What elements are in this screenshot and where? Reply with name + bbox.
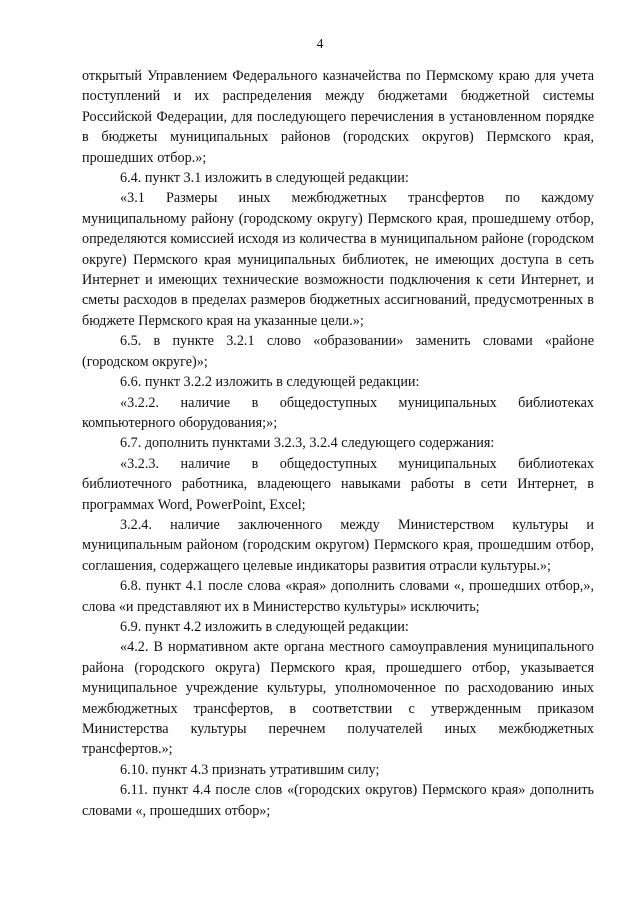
paragraph: 6.4. пункт 3.1 изложить в следующей редакции: (120, 170, 409, 187)
paragraph: «3.2.3. наличие в общедоступных муниципальных библиотеках библиотечного работника, владеющего навыками работы в сети Интернет, в программах Word, PowerPoint, Excel; (82, 455, 594, 513)
paragraph: 3.2.4. наличие заключенного между Министерством культуры и муниципальным районом (городским округом) Пермского края, прошедшим отбор, соглашения, содержащего целевые индикаторы развития отрасли культуры.»; (82, 516, 594, 574)
paragraph: 6.11. пункт 4.4 после слов «(городских округов) Пермского края» дополнить словами «, прошедших отбор»; (82, 782, 594, 819)
paragraph: 6.8. пункт 4.1 после слова «края» дополнить словами «, прошедших отбор,», слова «и представляют их в Министерство культуры» исключить; (82, 578, 594, 615)
document-body (82, 66, 594, 821)
paragraph: 6.7. дополнить пунктами 3.2.3, 3.2.4 следующего содержания: (120, 435, 495, 452)
paragraph: «4.2. В нормативном акте органа местного самоуправления муниципального района (городского округа) Пермского края, прошедшего отбор, указывается муниципальное учреждение культуры, уполномоченное по расходованию иных межбюджетных трансфертов, в соответствии с утвержденным приказом Министерства культуры перечнем получателей иных межбюджетных трансфертов.»; (82, 639, 594, 758)
paragraph: 6.5. в пункте 3.2.1 слово «образовании» заменить словами «районе (городском округе)»; (82, 333, 594, 370)
paragraph: 6.10. пункт 4.3 признать утратившим силу; (120, 761, 380, 778)
page-number: 4 (316, 36, 324, 51)
paragraph: 6.6. пункт 3.2.2 изложить в следующей редакции: (120, 374, 420, 391)
paragraph: «3.2.2. наличие в общедоступных муниципальных библиотеках компьютерного оборудования;»; (82, 394, 594, 431)
paragraph: 6.9. пункт 4.2 изложить в следующей редакции: (120, 618, 409, 635)
paragraph: «3.1 Размеры иных межбюджетных трансфертов по каждому муниципальному району (городскому округу) Пермского края, прошедшему отбор, определяются комиссией исходя из количества в муниципальном районе (городском округе) Пермского края муниципальных библиотек, не имеющих доступа в сеть Интернет и имеющих технические возможности подключения к сети Интернет, и сметы расходов в пределах размеров бюджетных ассигнований, предусмотренных в бюджете Пермского края на указанные цели.»; (82, 190, 594, 329)
paragraph: открытый Управлением Федерального казначейства по Пермскому краю для учета поступлений и их распределения между бюджетами бюджетной системы Российской Федерации, для последующего перечисления в установленном порядке в бюджеты муниципальных районов (городских округов) Пермского края, прошедших отбор.»; (82, 68, 594, 166)
